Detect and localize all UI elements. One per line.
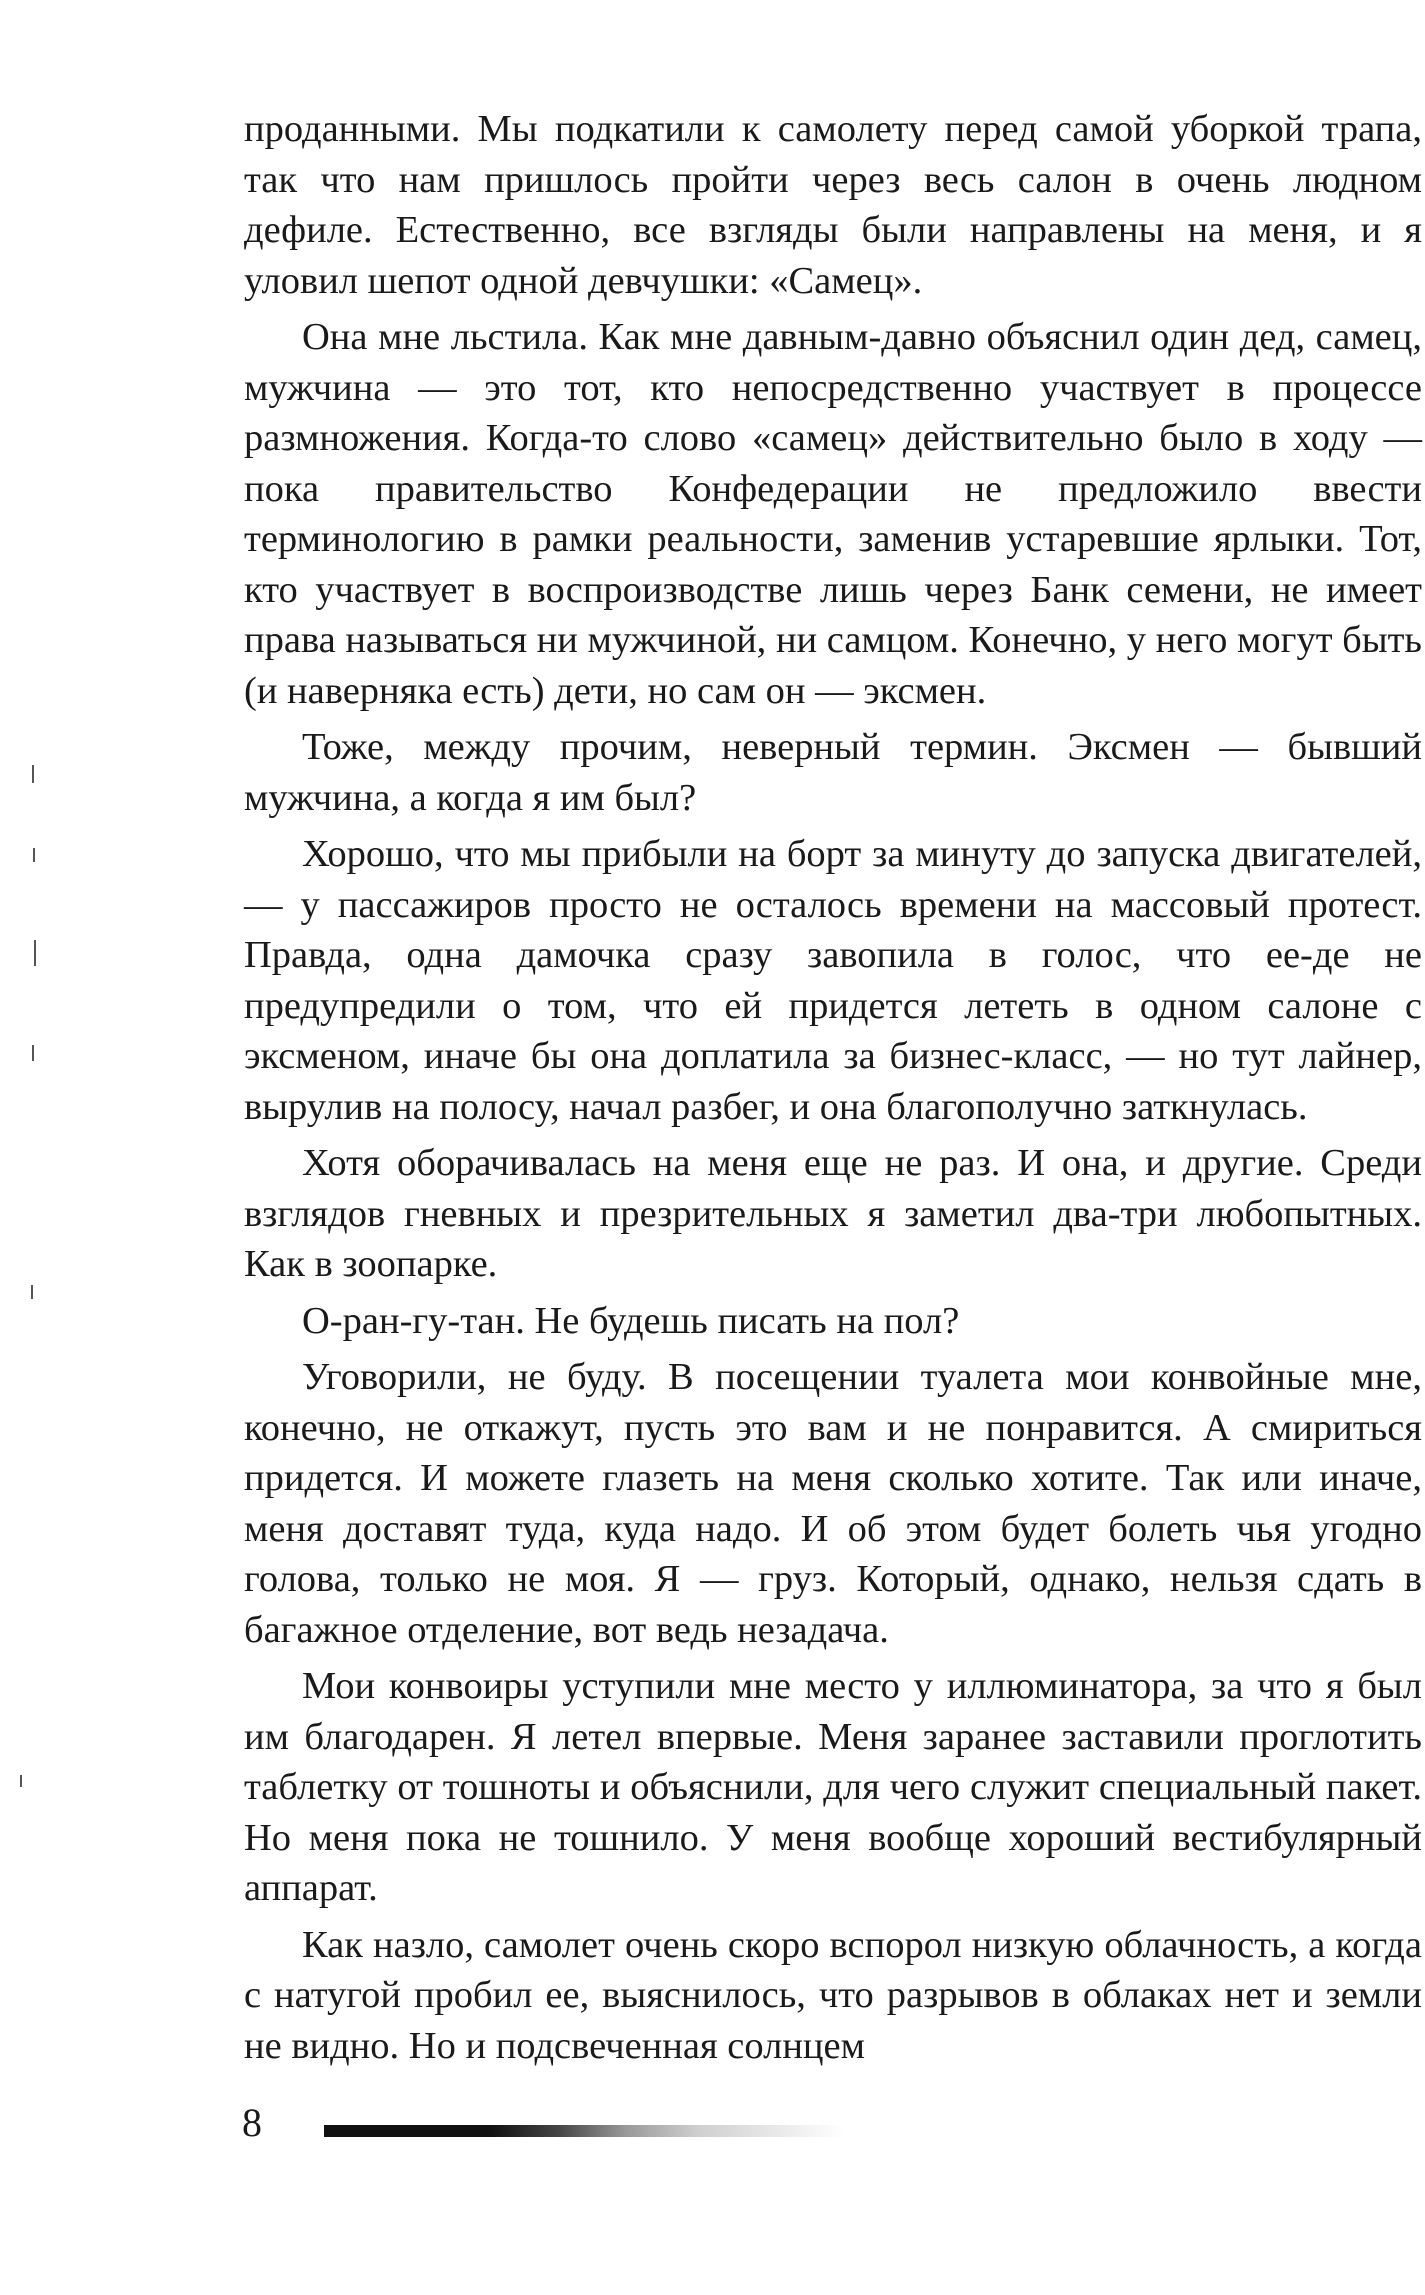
page-footer [242, 2098, 862, 2148]
paragraph-4: Хорошо, что мы прибыли на борт за минуту до запуска двигателей, — у пассажиров просто не осталось времени на массовый протест. Правда, одна дамочка сразу завопила в голос, что ее-де не предупредили о том, что ей придется лететь в одном салоне с эксменом, иначе бы она доплатила за бизнес-класс, — но тут лайнер, вырулив на полосу, начал разбег, и она благополучно заткнулась. [244, 833, 1422, 1128]
paragraph-9: Как назло, самолет очень скоро вспорол низкую облачность, а когда с натугой пробил ее, выяснилось, что разрывов в облаках нет и земли не видно. Но и подсвеченная солнцем [244, 1923, 1422, 2067]
paragraph-6: О-ран-гу-тан. Не будешь писать на пол? [302, 1299, 960, 1342]
scan-speck [32, 765, 34, 783]
paragraph-8: Мои конвоиры уступили мне место у иллюминатора, за что я был им благодарен. Я летел впервые. Меня заранее заставили проглотить таблетку от тошноты и объяснили, для чего служит специальный пакет. Но меня пока не тошнило. У меня вообще хороший вестибулярный аппарат. [244, 1665, 1422, 1909]
paragraph-3: Тоже, между прочим, неверный термин. Эксмен — бывший мужчина, а когда я им был? [244, 726, 1422, 819]
scan-speck [32, 1045, 34, 1061]
paragraph-2: Она мне льстила. Как мне давным-давно объяснил один дед, самец, мужчина — это тот, кто непосредственно участвует в процессе размножения. Когда-то слово «самец» действительно было в ходу — пока правительство Конфедерации не предложило ввести терминологию в рамки реальности, заменив устаревшие ярлыки. Тот, кто участвует в воспроизводстве лишь через Банк семени, не имеет права называться ни мужчиной, ни самцом. Конечно, у него могут быть (и наверняка есть) дети, но сам он — эксмен. [244, 316, 1422, 712]
paragraph-5: Хотя оборачивалась на меня еще не раз. И она, и другие. Среди взглядов гневных и презрительных я заметил два-три любопытных. Как в зоопарке. [244, 1142, 1422, 1285]
footer-rule [324, 2125, 844, 2137]
paragraph-7: Уговорили, не буду. В посещении туалета мои конвойные мне, конечно, не откажут, пусть это вам и не понравится. А смириться придется. И можете глазеть на меня сколько хотите. Так или иначе, меня доставят туда, куда надо. И об этом будет болеть чья угодно голова, только не моя. Я — груз. Который, однако, нельзя сдать в багажное отделение, вот ведь незадача. [244, 1356, 1422, 1651]
page-number: 8 [242, 2100, 262, 2145]
paragraph-1: проданными. Мы подкатили к самолету перед самой уборкой трапа, так что нам пришлось пройти через весь салон в очень людном дефиле. Естественно, все взгляды были направлены на меня, и я уловил шепот одной девчушки: «Самец». [244, 108, 1422, 302]
scan-speck [31, 1285, 33, 1299]
scan-speck [33, 848, 35, 862]
scan-speck [34, 940, 36, 966]
page-body [244, 104, 1422, 2077]
scan-speck [20, 1775, 22, 1787]
